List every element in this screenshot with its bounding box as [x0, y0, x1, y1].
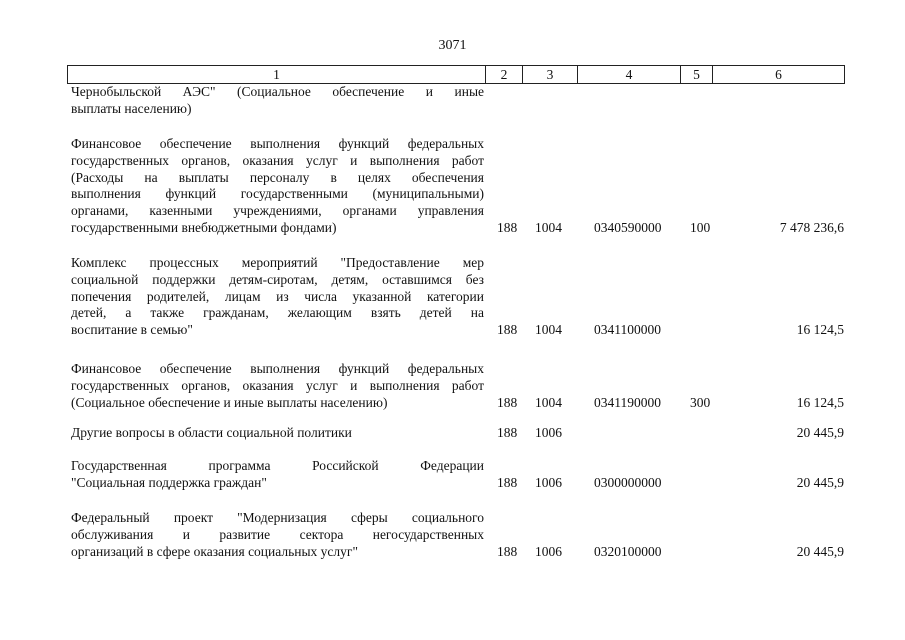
column-header-1: 1	[68, 66, 486, 84]
target-article-code: 0341100000	[594, 322, 661, 338]
grbs-code: 188	[497, 543, 518, 559]
table-row	[0, 84, 905, 118]
description-line: "Социальная поддержка граждан"	[71, 474, 267, 490]
grbs-code: 188	[497, 322, 518, 338]
description-line: (Расходы на выплаты персоналу в целях обеспечения	[71, 169, 484, 185]
table-row	[0, 425, 905, 442]
grbs-code: 188	[497, 474, 518, 490]
row-description	[71, 136, 484, 237]
table-row	[0, 361, 905, 411]
description-line: государственных органов, оказания услуг и выполнения работ	[71, 377, 484, 393]
expense-type-code: 100	[690, 220, 711, 235]
expense-type-code: 300	[690, 394, 711, 410]
section-code: 1004	[535, 394, 562, 410]
description-line: попечения родителей, лицам из числа указанной категории	[71, 288, 484, 304]
amount-value: 16 124,5	[796, 394, 844, 410]
description-line: Чернобыльской АЭС" (Социальное обеспечение и иные	[71, 84, 484, 99]
description-line: государственными внебюджетными фондами)	[71, 219, 337, 235]
description-line: Комплекс процессных мероприятий "Предоставление мер	[71, 255, 484, 270]
description-line: Государственная программа Российской Федерации	[71, 458, 484, 473]
table-row	[0, 458, 905, 492]
description-line: (Социальное обеспечение и иные выплаты населению)	[71, 394, 388, 410]
amount-value: 20 445,9	[796, 425, 844, 440]
page-number: 3071	[438, 38, 467, 53]
grbs-code: 188	[497, 394, 518, 410]
amount-value: 20 445,9	[796, 474, 844, 490]
table-row	[0, 510, 905, 560]
section-code: 1004	[535, 220, 562, 235]
row-description	[71, 84, 484, 118]
description-line: выплаты населению)	[71, 100, 192, 116]
row-description	[71, 255, 484, 339]
row-description	[71, 361, 484, 411]
section-code: 1004	[535, 322, 562, 338]
description-line: детей, а также гражданам, желающим взять детей на	[71, 305, 484, 321]
row-description	[71, 458, 484, 492]
row-description	[71, 425, 484, 442]
row-description	[71, 510, 484, 560]
target-article-code: 0340590000	[594, 220, 662, 235]
section-code: 1006	[535, 474, 562, 490]
table-row	[0, 255, 905, 339]
grbs-code: 188	[497, 425, 518, 440]
grbs-code: 188	[497, 220, 518, 235]
description-line: обслуживания и развитие сектора негосударственных	[71, 526, 484, 542]
target-article-code: 0341190000	[594, 394, 661, 410]
description-line: Финансовое обеспечение выполнения функций федеральных	[71, 136, 484, 151]
amount-value: 7 478 236,6	[779, 220, 844, 235]
column-header-table	[67, 65, 845, 84]
amount-value: 20 445,9	[796, 543, 844, 559]
section-code: 1006	[535, 543, 562, 559]
description-line: социальной поддержки детям-сиротам, детям, оставшимся без	[71, 271, 484, 287]
description-line: Другие вопросы в области социальной политики	[71, 425, 352, 440]
description-line: органами, казенными учреждениями, органами управления	[71, 203, 484, 219]
description-line: Финансовое обеспечение выполнения функций федеральных	[71, 361, 484, 376]
column-header-6: 6	[713, 66, 845, 84]
section-code: 1006	[535, 425, 562, 440]
column-header-3: 3	[523, 66, 578, 84]
description-line: выполнения функций государственными (муниципальными)	[71, 186, 484, 202]
description-line: воспитание в семью"	[71, 322, 193, 338]
table-row	[0, 136, 905, 237]
target-article-code: 0320100000	[594, 543, 662, 559]
column-header-5: 5	[681, 66, 713, 84]
description-line: государственных органов, оказания услуг и выполнения работ	[71, 152, 484, 168]
column-header-2: 2	[486, 66, 523, 84]
description-line: Федеральный проект "Модернизация сферы социального	[71, 510, 484, 525]
column-header-4: 4	[578, 66, 681, 84]
amount-value: 16 124,5	[796, 322, 844, 338]
description-line: организаций в сфере оказания социальных услуг"	[71, 543, 358, 559]
target-article-code: 0300000000	[594, 474, 662, 490]
